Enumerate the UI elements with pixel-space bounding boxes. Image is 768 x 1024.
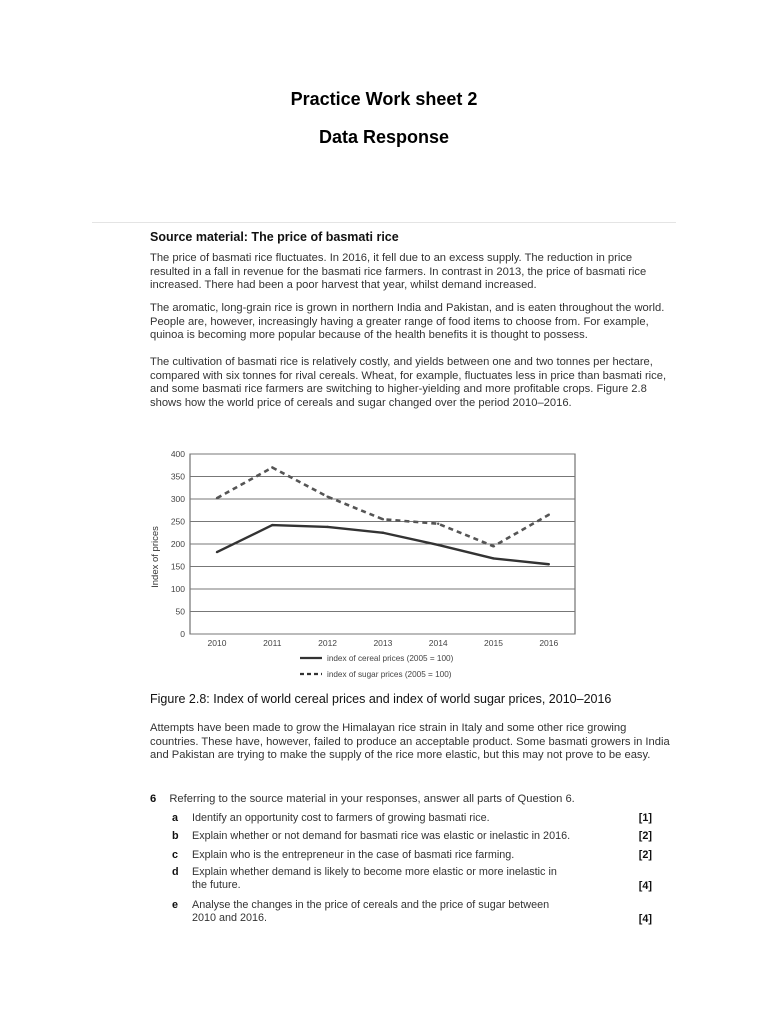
y-tick-label: 300 [170,494,185,504]
question-item [172,866,652,894]
y-tick-label: 200 [170,539,185,549]
question-intro-text: Referring to the source material in your responses, answer all parts of Question 6. [169,793,575,805]
question-letter: a [172,812,179,824]
question-intro [150,793,575,805]
sugar-data-point [326,496,328,498]
cereal-data-point [216,551,218,553]
y-tick-label: 400 [170,449,185,459]
question-text: Explain whether demand is likely to become more elastic or more inelastic in the future. [192,866,557,891]
question-text: Explain whether or not demand for basmati rice was elastic or inelastic in 2016. [192,830,571,842]
cereal-data-point [271,524,273,526]
question-item [172,849,652,863]
source-paragraph-3: The cultivation of basmati rice is relatively costly, and yields between one and two tonnes per hectare, compared with six tonnes for rival cereals. Wheat, for example, fluctuates less in price than basmati rice, and some basmati rice farmers are switching to higher-yielding and more profitable crops. Figure 2.8 shows how the world price of cereals and sugar changed over the period 2010–2016. [150,356,667,409]
question-letter: b [172,830,179,842]
x-tick-label: 2014 [428,638,448,648]
sugar-data-point [382,518,384,520]
figure-caption: Figure 2.8: Index of world cereal prices and index of world sugar prices, 2010–2016 [150,692,612,706]
question-marks: [4] [638,913,652,925]
closing-paragraph: Attempts have been made to grow the Himalayan rice strain in Italy and some other rice growing countries. These have, however, failed to produce an acceptable product. Some basmati growers in India and Pakistan are trying to make the supply of the rice more elastic, but this may not prove to be easy. [150,722,670,762]
cereal-data-point [548,563,550,565]
line-chart [140,444,600,684]
question-item [172,899,652,927]
question-text: Analyse the changes in the price of cereals and the price of sugar between 2010 and 2016. [192,899,550,924]
source-paragraph-1: The price of basmati rice fluctuates. In 2016, it fell due to an excess supply. The reduction in price resulted in a fall in revenue for the basmati rice farmers. In contrast in 2013, the price of basmati rice increased. There had been a poor harvest that year, whilst demand increased. [150,252,647,292]
y-tick-label: 100 [170,584,185,594]
y-tick-label: 150 [170,561,185,572]
cereal-data-point [437,544,439,546]
question-marks: [4] [638,880,652,892]
source-paragraph-2: The aromatic, long-grain rice is grown in northern India and Pakistan, and is eaten throughout the world. People are, however, increasingly having a greater range of food items to choose from. For example, quinoa is becoming more popular because of the health benefits it is thought to possess. [150,302,665,342]
sugar-price-line [217,468,549,547]
y-tick-label: 250 [170,516,185,527]
x-tick-label: 2011 [263,638,282,648]
x-tick-label: 2013 [373,638,393,648]
x-tick-label: 2012 [318,638,338,648]
question-letter: e [172,899,179,911]
cereal-data-point [492,557,494,559]
question-text: Identify an opportunity cost to farmers of growing basmati rice. [192,812,490,824]
question-item [172,830,652,844]
question-item [172,812,652,826]
sugar-data-point [548,514,550,516]
question-text: Explain who is the entrepreneur in the case of basmati rice farming. [192,849,515,861]
worksheet-title: Practice Work sheet 2 [290,89,478,109]
question-letter: d [172,866,179,878]
sugar-data-point [492,545,494,547]
y-tick-label: 0 [180,629,185,639]
question-marks: [1] [638,812,652,824]
x-tick-label: 2016 [539,638,559,648]
y-tick-label: 50 [175,606,185,617]
sugar-data-point [271,466,273,468]
x-tick-label: 2015 [484,638,503,648]
question-marks: [2] [638,849,652,861]
sugar-data-point [216,497,218,499]
cereal-price-line [217,525,549,564]
y-axis-label: Index of prices [150,526,161,588]
source-heading: Source material: The price of basmati rice [150,230,399,244]
question-marks: [2] [638,830,652,842]
legend-label: index of sugar prices (2005 = 100) [327,670,452,679]
legend-label: index of cereal prices (2005 = 100) [327,654,454,663]
cereal-data-point [382,532,384,534]
worksheet-subtitle: Data Response [318,127,450,147]
y-tick-label: 350 [170,471,185,482]
question-letter: c [172,849,179,861]
scan-top-rule [92,222,676,223]
question-number: 6 [150,793,157,805]
cereal-data-point [326,526,328,528]
x-tick-label: 2010 [207,638,227,648]
sugar-data-point [437,523,439,525]
